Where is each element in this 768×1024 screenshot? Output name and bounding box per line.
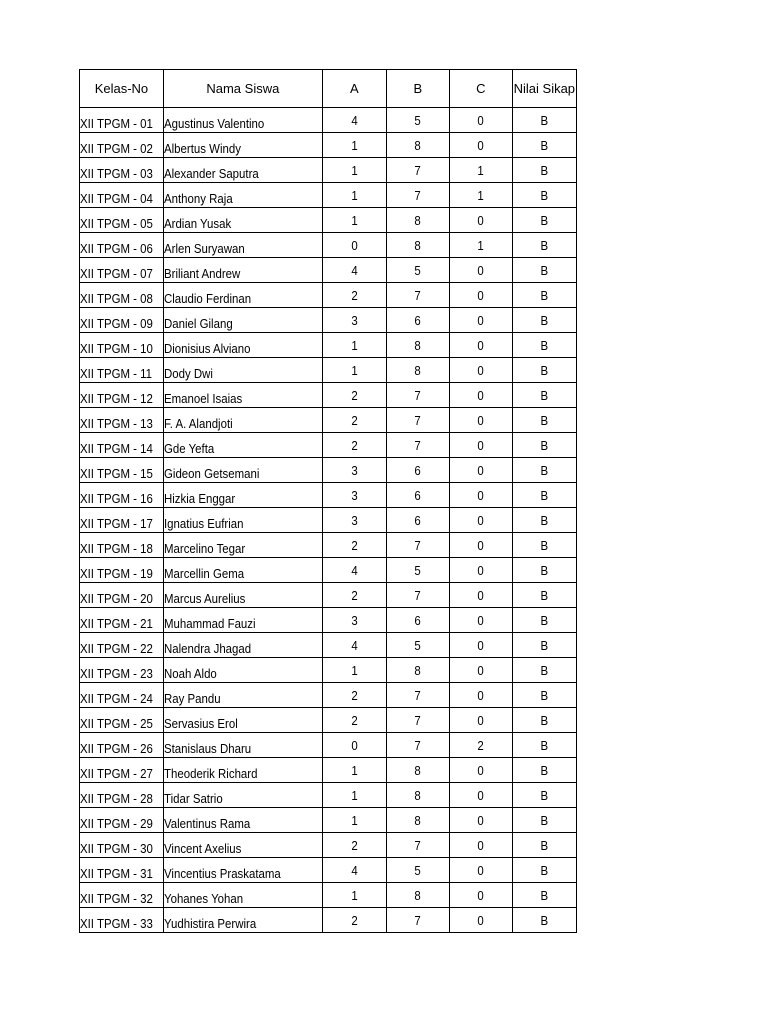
cell-nilai-sikap[interactable]: B bbox=[512, 883, 576, 908]
cell-a[interactable]: 1 bbox=[322, 333, 386, 358]
cell-c[interactable]: 0 bbox=[449, 683, 512, 708]
table-row bbox=[80, 458, 577, 483]
cell-nama-siswa[interactable]: F. A. Alandjoti bbox=[163, 408, 322, 433]
table-row bbox=[80, 483, 577, 508]
header-nilai-sikap[interactable]: Nilai Sikap bbox=[512, 70, 576, 108]
cell-c[interactable]: 0 bbox=[449, 358, 512, 383]
cell-nilai-sikap[interactable]: B bbox=[512, 483, 576, 508]
cell-nilai-sikap[interactable]: B bbox=[512, 583, 576, 608]
cell-nama-siswa[interactable]: Dody Dwi bbox=[163, 358, 322, 383]
cell-c[interactable]: 1 bbox=[449, 233, 512, 258]
cell-nilai-sikap[interactable]: B bbox=[512, 433, 576, 458]
cell-nama-siswa[interactable]: Daniel Gilang bbox=[163, 308, 322, 333]
cell-nilai-sikap[interactable]: B bbox=[512, 633, 576, 658]
cell-kelas-no[interactable]: XII TPGM - 26 bbox=[80, 733, 164, 758]
cell-nama-siswa[interactable]: Anthony Raja bbox=[163, 183, 322, 208]
cell-a[interactable]: 1 bbox=[322, 183, 386, 208]
table-row bbox=[80, 908, 577, 933]
cell-nilai-sikap[interactable]: B bbox=[512, 108, 576, 133]
cell-nama-siswa[interactable]: Claudio Ferdinan bbox=[163, 283, 322, 308]
header-c[interactable]: C bbox=[449, 70, 512, 108]
cell-c[interactable]: 0 bbox=[449, 833, 512, 858]
table-row bbox=[80, 158, 577, 183]
cell-kelas-no[interactable]: XII TPGM - 31 bbox=[80, 858, 164, 883]
cell-nama-siswa[interactable]: Alexander Saputra bbox=[163, 158, 322, 183]
cell-nilai-sikap[interactable]: B bbox=[512, 208, 576, 233]
cell-nilai-sikap[interactable]: B bbox=[512, 233, 576, 258]
cell-a[interactable]: 4 bbox=[322, 633, 386, 658]
cell-kelas-no[interactable]: XII TPGM - 14 bbox=[80, 433, 164, 458]
cell-nama-siswa[interactable]: Vincentius Praskatama bbox=[163, 858, 322, 883]
table-row bbox=[80, 708, 577, 733]
cell-nilai-sikap[interactable]: B bbox=[512, 733, 576, 758]
cell-c[interactable]: 0 bbox=[449, 333, 512, 358]
cell-c[interactable]: 0 bbox=[449, 383, 512, 408]
cell-nama-siswa[interactable]: Agustinus Valentino bbox=[163, 108, 322, 133]
cell-c[interactable]: 0 bbox=[449, 808, 512, 833]
table-row bbox=[80, 283, 577, 308]
cell-c[interactable]: 0 bbox=[449, 608, 512, 633]
cell-b[interactable]: 8 bbox=[386, 208, 449, 233]
cell-nilai-sikap[interactable]: B bbox=[512, 183, 576, 208]
cell-c[interactable]: 0 bbox=[449, 258, 512, 283]
header-kelas-no[interactable]: Kelas-No bbox=[80, 70, 164, 108]
cell-c[interactable]: 0 bbox=[449, 633, 512, 658]
cell-b[interactable]: 8 bbox=[386, 333, 449, 358]
cell-a[interactable]: 4 bbox=[322, 258, 386, 283]
table-row bbox=[80, 608, 577, 633]
cell-a[interactable]: 1 bbox=[322, 158, 386, 183]
table-row bbox=[80, 533, 577, 558]
cell-c[interactable]: 0 bbox=[449, 483, 512, 508]
cell-nilai-sikap[interactable]: B bbox=[512, 158, 576, 183]
cell-nilai-sikap[interactable]: B bbox=[512, 783, 576, 808]
cell-b[interactable]: 8 bbox=[386, 658, 449, 683]
cell-b[interactable]: 6 bbox=[386, 508, 449, 533]
table-body bbox=[80, 108, 577, 933]
cell-nama-siswa[interactable]: Servasius Erol bbox=[163, 708, 322, 733]
cell-nilai-sikap[interactable]: B bbox=[512, 458, 576, 483]
cell-a[interactable]: 1 bbox=[322, 358, 386, 383]
cell-a[interactable]: 2 bbox=[322, 583, 386, 608]
table-row bbox=[80, 308, 577, 333]
cell-b[interactable]: 8 bbox=[386, 233, 449, 258]
cell-a[interactable]: 2 bbox=[322, 408, 386, 433]
cell-a[interactable]: 4 bbox=[322, 858, 386, 883]
cell-a[interactable]: 0 bbox=[322, 733, 386, 758]
table-row bbox=[80, 683, 577, 708]
cell-c[interactable]: 0 bbox=[449, 708, 512, 733]
table-row bbox=[80, 758, 577, 783]
cell-b[interactable]: 8 bbox=[386, 758, 449, 783]
cell-nama-siswa[interactable]: Gideon Getsemani bbox=[163, 458, 322, 483]
cell-nilai-sikap[interactable]: B bbox=[512, 283, 576, 308]
cell-nilai-sikap[interactable]: B bbox=[512, 333, 576, 358]
header-a[interactable]: A bbox=[322, 70, 386, 108]
cell-nama-siswa[interactable]: Hizkia Enggar bbox=[163, 483, 322, 508]
table-row bbox=[80, 783, 577, 808]
cell-nilai-sikap[interactable]: B bbox=[512, 908, 576, 933]
cell-c[interactable]: 0 bbox=[449, 783, 512, 808]
cell-kelas-no[interactable]: XII TPGM - 15 bbox=[80, 458, 164, 483]
cell-b[interactable]: 8 bbox=[386, 808, 449, 833]
cell-nama-siswa[interactable]: Ardian Yusak bbox=[163, 208, 322, 233]
cell-a[interactable]: 4 bbox=[322, 558, 386, 583]
cell-kelas-no[interactable]: XII TPGM - 03 bbox=[80, 158, 164, 183]
cell-kelas-no[interactable]: XII TPGM - 04 bbox=[80, 183, 164, 208]
cell-kelas-no[interactable]: XII TPGM - 30 bbox=[80, 833, 164, 858]
table-row bbox=[80, 883, 577, 908]
cell-b[interactable]: 7 bbox=[386, 733, 449, 758]
table-row bbox=[80, 583, 577, 608]
cell-c[interactable]: 0 bbox=[449, 658, 512, 683]
cell-nama-siswa[interactable]: Noah Aldo bbox=[163, 658, 322, 683]
cell-a[interactable]: 2 bbox=[322, 708, 386, 733]
cell-a[interactable]: 1 bbox=[322, 783, 386, 808]
table-row bbox=[80, 383, 577, 408]
cell-c[interactable]: 0 bbox=[449, 883, 512, 908]
cell-b[interactable]: 7 bbox=[386, 833, 449, 858]
cell-b[interactable]: 8 bbox=[386, 358, 449, 383]
table-row bbox=[80, 508, 577, 533]
cell-b[interactable]: 7 bbox=[386, 683, 449, 708]
cell-a[interactable]: 1 bbox=[322, 808, 386, 833]
cell-nilai-sikap[interactable]: B bbox=[512, 383, 576, 408]
cell-nilai-sikap[interactable]: B bbox=[512, 133, 576, 158]
cell-nilai-sikap[interactable]: B bbox=[512, 408, 576, 433]
cell-b[interactable]: 7 bbox=[386, 408, 449, 433]
cell-nama-siswa[interactable]: Emanoel Isaias bbox=[163, 383, 322, 408]
cell-b[interactable]: 7 bbox=[386, 283, 449, 308]
cell-c[interactable]: 0 bbox=[449, 908, 512, 933]
cell-kelas-no[interactable]: XII TPGM - 24 bbox=[80, 683, 164, 708]
cell-a[interactable]: 2 bbox=[322, 533, 386, 558]
cell-nama-siswa[interactable]: Dionisius Alviano bbox=[163, 333, 322, 358]
cell-c[interactable]: 0 bbox=[449, 433, 512, 458]
cell-nama-siswa[interactable]: Tidar Satrio bbox=[163, 783, 322, 808]
cell-kelas-no[interactable]: XII TPGM - 29 bbox=[80, 808, 164, 833]
cell-c[interactable]: 0 bbox=[449, 858, 512, 883]
table-row bbox=[80, 233, 577, 258]
cell-kelas-no[interactable]: XII TPGM - 20 bbox=[80, 583, 164, 608]
header-nama-siswa[interactable]: Nama Siswa bbox=[163, 70, 322, 108]
cell-a[interactable]: 2 bbox=[322, 683, 386, 708]
cell-kelas-no[interactable]: XII TPGM - 05 bbox=[80, 208, 164, 233]
cell-a[interactable]: 1 bbox=[322, 658, 386, 683]
cell-c[interactable]: 0 bbox=[449, 308, 512, 333]
cell-c[interactable]: 0 bbox=[449, 508, 512, 533]
cell-b[interactable]: 7 bbox=[386, 383, 449, 408]
cell-kelas-no[interactable]: XII TPGM - 02 bbox=[80, 133, 164, 158]
header-row bbox=[80, 70, 577, 108]
cell-nilai-sikap[interactable]: B bbox=[512, 508, 576, 533]
cell-kelas-no[interactable]: XII TPGM - 06 bbox=[80, 233, 164, 258]
cell-kelas-no[interactable]: XII TPGM - 16 bbox=[80, 483, 164, 508]
cell-a[interactable]: 4 bbox=[322, 108, 386, 133]
cell-kelas-no[interactable]: XII TPGM - 09 bbox=[80, 308, 164, 333]
cell-nilai-sikap[interactable]: B bbox=[512, 808, 576, 833]
table-row bbox=[80, 858, 577, 883]
cell-b[interactable]: 7 bbox=[386, 158, 449, 183]
cell-nama-siswa[interactable]: Marcellin Gema bbox=[163, 558, 322, 583]
cell-c[interactable]: 0 bbox=[449, 208, 512, 233]
cell-nama-siswa[interactable]: Ray Pandu bbox=[163, 683, 322, 708]
cell-c[interactable]: 0 bbox=[449, 283, 512, 308]
cell-b[interactable]: 7 bbox=[386, 533, 449, 558]
cell-c[interactable]: 0 bbox=[449, 533, 512, 558]
cell-a[interactable]: 1 bbox=[322, 133, 386, 158]
table-row bbox=[80, 258, 577, 283]
table-row bbox=[80, 408, 577, 433]
cell-nama-siswa[interactable]: Ignatius Eufrian bbox=[163, 508, 322, 533]
cell-c[interactable]: 1 bbox=[449, 183, 512, 208]
cell-nama-siswa[interactable]: Arlen Suryawan bbox=[163, 233, 322, 258]
cell-kelas-no[interactable]: XII TPGM - 08 bbox=[80, 283, 164, 308]
cell-kelas-no[interactable]: XII TPGM - 27 bbox=[80, 758, 164, 783]
cell-c[interactable]: 0 bbox=[449, 758, 512, 783]
table-row bbox=[80, 333, 577, 358]
header-b[interactable]: B bbox=[386, 70, 449, 108]
cell-b[interactable]: 7 bbox=[386, 183, 449, 208]
cell-c[interactable]: 1 bbox=[449, 158, 512, 183]
cell-kelas-no[interactable]: XII TPGM - 19 bbox=[80, 558, 164, 583]
cell-nama-siswa[interactable]: Valentinus Rama bbox=[163, 808, 322, 833]
cell-nama-siswa[interactable]: Yudhistira Perwira bbox=[163, 908, 322, 933]
cell-a[interactable]: 1 bbox=[322, 208, 386, 233]
cell-nilai-sikap[interactable]: B bbox=[512, 558, 576, 583]
cell-a[interactable]: 2 bbox=[322, 283, 386, 308]
cell-nama-siswa[interactable]: Briliant Andrew bbox=[163, 258, 322, 283]
cell-kelas-no[interactable]: XII TPGM - 13 bbox=[80, 408, 164, 433]
table-row bbox=[80, 183, 577, 208]
cell-b[interactable]: 6 bbox=[386, 308, 449, 333]
cell-kelas-no[interactable]: XII TPGM - 10 bbox=[80, 333, 164, 358]
cell-a[interactable]: 3 bbox=[322, 458, 386, 483]
cell-a[interactable]: 2 bbox=[322, 383, 386, 408]
cell-a[interactable]: 3 bbox=[322, 483, 386, 508]
table-row bbox=[80, 358, 577, 383]
cell-a[interactable]: 3 bbox=[322, 608, 386, 633]
cell-kelas-no[interactable]: XII TPGM - 28 bbox=[80, 783, 164, 808]
cell-kelas-no[interactable]: XII TPGM - 21 bbox=[80, 608, 164, 633]
cell-c[interactable]: 0 bbox=[449, 133, 512, 158]
cell-b[interactable]: 7 bbox=[386, 583, 449, 608]
cell-c[interactable]: 0 bbox=[449, 583, 512, 608]
cell-nama-siswa[interactable]: Vincent Axelius bbox=[163, 833, 322, 858]
cell-nilai-sikap[interactable]: B bbox=[512, 658, 576, 683]
cell-nama-siswa[interactable]: Yohanes Yohan bbox=[163, 883, 322, 908]
cell-c[interactable]: 0 bbox=[449, 108, 512, 133]
cell-nilai-sikap[interactable]: B bbox=[512, 358, 576, 383]
cell-nama-siswa[interactable]: Albertus Windy bbox=[163, 133, 322, 158]
cell-a[interactable]: 1 bbox=[322, 758, 386, 783]
cell-c[interactable]: 0 bbox=[449, 558, 512, 583]
table-row bbox=[80, 208, 577, 233]
table-row bbox=[80, 658, 577, 683]
cell-b[interactable]: 6 bbox=[386, 483, 449, 508]
table-row bbox=[80, 833, 577, 858]
table-row bbox=[80, 108, 577, 133]
table-row bbox=[80, 808, 577, 833]
cell-kelas-no[interactable]: XII TPGM - 18 bbox=[80, 533, 164, 558]
cell-kelas-no[interactable]: XII TPGM - 01 bbox=[80, 108, 164, 133]
cell-nilai-sikap[interactable]: B bbox=[512, 758, 576, 783]
cell-kelas-no[interactable]: XII TPGM - 12 bbox=[80, 383, 164, 408]
cell-kelas-no[interactable]: XII TPGM - 33 bbox=[80, 908, 164, 933]
cell-a[interactable]: 3 bbox=[322, 308, 386, 333]
table-row bbox=[80, 433, 577, 458]
cell-b[interactable]: 5 bbox=[386, 258, 449, 283]
cell-a[interactable]: 3 bbox=[322, 508, 386, 533]
cell-nama-siswa[interactable]: Gde Yefta bbox=[163, 433, 322, 458]
cell-b[interactable]: 8 bbox=[386, 783, 449, 808]
cell-b[interactable]: 5 bbox=[386, 858, 449, 883]
cell-c[interactable]: 2 bbox=[449, 733, 512, 758]
cell-b[interactable]: 6 bbox=[386, 458, 449, 483]
cell-kelas-no[interactable]: XII TPGM - 22 bbox=[80, 633, 164, 658]
cell-b[interactable]: 8 bbox=[386, 883, 449, 908]
cell-b[interactable]: 7 bbox=[386, 908, 449, 933]
cell-nilai-sikap[interactable]: B bbox=[512, 258, 576, 283]
cell-nama-siswa[interactable]: Marcus Aurelius bbox=[163, 583, 322, 608]
cell-nilai-sikap[interactable]: B bbox=[512, 683, 576, 708]
cell-a[interactable]: 1 bbox=[322, 883, 386, 908]
table-row bbox=[80, 733, 577, 758]
cell-nilai-sikap[interactable]: B bbox=[512, 833, 576, 858]
cell-nilai-sikap[interactable]: B bbox=[512, 533, 576, 558]
cell-a[interactable]: 2 bbox=[322, 908, 386, 933]
cell-a[interactable]: 2 bbox=[322, 833, 386, 858]
cell-b[interactable]: 5 bbox=[386, 633, 449, 658]
cell-kelas-no[interactable]: XII TPGM - 23 bbox=[80, 658, 164, 683]
cell-b[interactable]: 7 bbox=[386, 708, 449, 733]
cell-c[interactable]: 0 bbox=[449, 408, 512, 433]
cell-nilai-sikap[interactable]: B bbox=[512, 608, 576, 633]
cell-b[interactable]: 5 bbox=[386, 558, 449, 583]
table-row bbox=[80, 133, 577, 158]
cell-nilai-sikap[interactable]: B bbox=[512, 708, 576, 733]
cell-nama-siswa[interactable]: Theoderik Richard bbox=[163, 758, 322, 783]
cell-nama-siswa[interactable]: Marcelino Tegar bbox=[163, 533, 322, 558]
cell-kelas-no[interactable]: XII TPGM - 07 bbox=[80, 258, 164, 283]
cell-nama-siswa[interactable]: Muhammad Fauzi bbox=[163, 608, 322, 633]
cell-kelas-no[interactable]: XII TPGM - 17 bbox=[80, 508, 164, 533]
student-grade-table bbox=[79, 69, 577, 933]
table-row bbox=[80, 633, 577, 658]
cell-b[interactable]: 7 bbox=[386, 433, 449, 458]
cell-b[interactable]: 5 bbox=[386, 108, 449, 133]
cell-nilai-sikap[interactable]: B bbox=[512, 308, 576, 333]
cell-nama-siswa[interactable]: Stanislaus Dharu bbox=[163, 733, 322, 758]
cell-nilai-sikap[interactable]: B bbox=[512, 858, 576, 883]
cell-b[interactable]: 8 bbox=[386, 133, 449, 158]
cell-kelas-no[interactable]: XII TPGM - 11 bbox=[80, 358, 164, 383]
cell-c[interactable]: 0 bbox=[449, 458, 512, 483]
cell-kelas-no[interactable]: XII TPGM - 32 bbox=[80, 883, 164, 908]
cell-a[interactable]: 0 bbox=[322, 233, 386, 258]
cell-b[interactable]: 6 bbox=[386, 608, 449, 633]
cell-a[interactable]: 2 bbox=[322, 433, 386, 458]
cell-nama-siswa[interactable]: Nalendra Jhagad bbox=[163, 633, 322, 658]
table-row bbox=[80, 558, 577, 583]
cell-kelas-no[interactable]: XII TPGM - 25 bbox=[80, 708, 164, 733]
